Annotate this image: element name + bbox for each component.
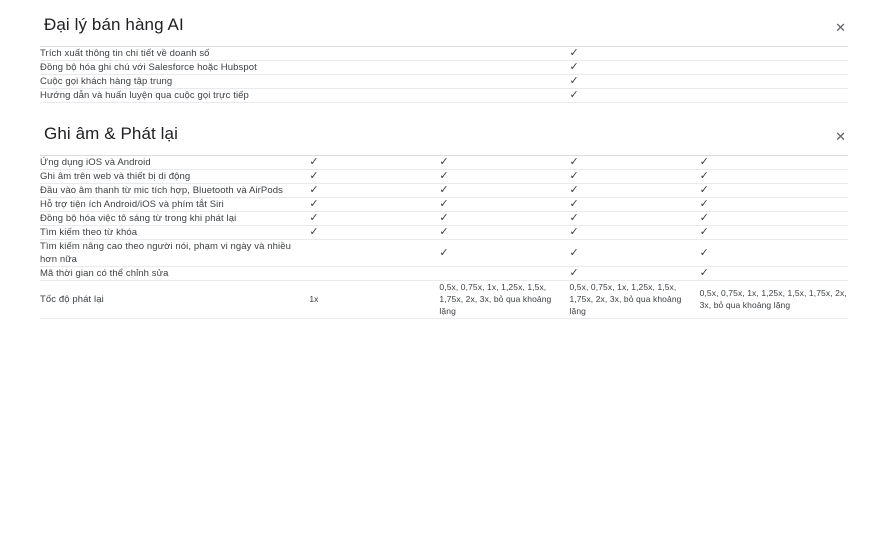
value-text: ✓ — [699, 226, 709, 238]
feature-value — [570, 89, 700, 103]
value-text: ✓ — [569, 246, 579, 259]
table-row — [40, 75, 848, 89]
feature-value — [700, 184, 848, 198]
feature-value — [700, 47, 848, 61]
table-row — [40, 156, 848, 170]
feature-value — [439, 170, 569, 184]
value-text: ✓ — [439, 170, 449, 182]
feature-value — [570, 156, 700, 170]
feature-value — [439, 156, 569, 170]
feature-value — [439, 267, 569, 281]
feature-value — [439, 281, 569, 319]
feature-label: Đầu vào âm thanh từ mic tích hợp, Bluetooth và AirPods — [40, 184, 309, 198]
table-row — [40, 61, 848, 75]
table-row — [40, 89, 848, 103]
feature-label: Đồng bộ hóa việc tô sáng từ trong khi phát lại — [40, 212, 309, 226]
value-text: ✓ — [439, 246, 449, 259]
feature-label: Ứng dụng iOS và Android — [40, 156, 309, 170]
value-text: ✓ — [569, 170, 579, 182]
feature-label: Ghi âm trên web và thiết bị di động — [40, 170, 309, 184]
section-title: Ghi âm & Phát lại — [44, 124, 178, 143]
feature-label: Tìm kiếm nâng cao theo người nói, phạm vi ngày và nhiều hơn nữa — [40, 240, 309, 267]
value-text: ✓ — [439, 198, 449, 210]
feature-value — [570, 61, 700, 75]
feature-value — [439, 240, 569, 267]
feature-label: Đồng bộ hóa ghi chú với Salesforce hoặc Hubspot — [40, 61, 309, 75]
feature-label: Mã thời gian có thể chỉnh sửa — [40, 267, 309, 281]
feature-value — [570, 226, 700, 240]
value-text: ✓ — [699, 267, 709, 279]
value-text: 0,5x, 0,75x, 1x, 1,25x, 1,5x, 1,75x, 2x, 3x, bỏ qua khoảng lặng — [699, 288, 847, 310]
table-row — [40, 240, 848, 267]
close-icon[interactable]: ✕ — [835, 20, 846, 35]
feature-value — [700, 61, 848, 75]
section-header — [40, 0, 848, 47]
feature-value — [570, 281, 700, 319]
value-text: ✓ — [699, 246, 709, 259]
value-text: ✓ — [569, 47, 579, 59]
table-row — [40, 47, 848, 61]
feature-value — [439, 226, 569, 240]
feature-label: Hướng dẫn và huấn luyện qua cuộc gọi trực tiếp — [40, 89, 309, 103]
feature-value — [700, 156, 848, 170]
value-text: ✓ — [699, 156, 709, 168]
feature-label: Tốc độ phát lại — [40, 281, 309, 319]
value-text: ✓ — [309, 226, 319, 238]
feature-value — [309, 267, 439, 281]
feature-value — [570, 75, 700, 89]
section-header — [40, 109, 848, 156]
value-text: ✓ — [309, 156, 319, 168]
table-row — [40, 267, 848, 281]
feature-value — [570, 47, 700, 61]
value-text: 0,5x, 0,75x, 1x, 1,25x, 1,5x, 1,75x, 2x, 3x, bỏ qua khoảng lặng — [439, 282, 552, 316]
value-text: 0,5x, 0,75x, 1x, 1,25x, 1,5x, 1,75x, 2x, 3x, bỏ qua khoảng lặng — [569, 282, 682, 316]
feature-value — [309, 281, 439, 319]
feature-value — [309, 61, 439, 75]
value-text: ✓ — [309, 170, 319, 182]
value-text: ✓ — [569, 89, 579, 101]
feature-value — [309, 198, 439, 212]
feature-value — [439, 61, 569, 75]
section-title: Đại lý bán hàng AI — [44, 15, 184, 34]
feature-value — [439, 47, 569, 61]
value-text: ✓ — [699, 212, 709, 224]
feature-label: Tìm kiếm theo từ khóa — [40, 226, 309, 240]
value-text: ✓ — [569, 184, 579, 196]
value-text: ✓ — [439, 226, 449, 238]
feature-value — [439, 89, 569, 103]
value-text: ✓ — [569, 226, 579, 238]
table-row — [40, 281, 848, 319]
feature-value — [700, 226, 848, 240]
value-text: ✓ — [699, 184, 709, 196]
value-text: ✓ — [569, 75, 579, 87]
feature-value — [570, 212, 700, 226]
value-text: 1x — [309, 294, 319, 304]
table-row — [40, 212, 848, 226]
table-row — [40, 198, 848, 212]
feature-value — [570, 240, 700, 267]
feature-value — [570, 267, 700, 281]
value-text: ✓ — [699, 170, 709, 182]
feature-label: Trích xuất thông tin chi tiết về doanh số — [40, 47, 309, 61]
feature-table — [40, 156, 848, 319]
value-text: ✓ — [569, 198, 579, 210]
feature-value — [309, 184, 439, 198]
feature-value — [309, 156, 439, 170]
value-text: ✓ — [569, 212, 579, 224]
feature-value — [700, 267, 848, 281]
feature-label: Cuộc gọi khách hàng tập trung — [40, 75, 309, 89]
feature-value — [570, 198, 700, 212]
feature-label: Hỗ trợ tiện ích Android/iOS và phím tắt Siri — [40, 198, 309, 212]
table-row — [40, 184, 848, 198]
feature-value — [309, 89, 439, 103]
feature-value — [309, 47, 439, 61]
feature-value — [700, 89, 848, 103]
feature-value — [309, 226, 439, 240]
section-ai-sales-agent — [40, 0, 848, 103]
value-text: ✓ — [309, 184, 319, 196]
value-text: ✓ — [569, 61, 579, 73]
feature-value — [700, 212, 848, 226]
table-row — [40, 226, 848, 240]
feature-table — [40, 47, 848, 103]
feature-value — [570, 184, 700, 198]
feature-value — [309, 170, 439, 184]
close-icon[interactable]: ✕ — [835, 129, 846, 144]
feature-value — [700, 281, 848, 319]
table-row — [40, 170, 848, 184]
feature-value — [700, 75, 848, 89]
value-text: ✓ — [439, 212, 449, 224]
feature-value — [700, 240, 848, 267]
value-text: ✓ — [439, 184, 449, 196]
feature-value — [439, 75, 569, 89]
value-text: ✓ — [569, 267, 579, 279]
value-text: ✓ — [699, 198, 709, 210]
value-text: ✓ — [569, 156, 579, 168]
feature-value — [700, 170, 848, 184]
feature-value — [570, 170, 700, 184]
value-text: ✓ — [309, 198, 319, 210]
value-text: ✓ — [439, 156, 449, 168]
feature-value — [309, 212, 439, 226]
feature-value — [309, 75, 439, 89]
value-text: ✓ — [309, 212, 319, 224]
feature-value — [309, 240, 439, 267]
section-recording-playback — [40, 109, 848, 319]
feature-value — [700, 198, 848, 212]
feature-value — [439, 198, 569, 212]
feature-value — [439, 212, 569, 226]
feature-value — [439, 184, 569, 198]
